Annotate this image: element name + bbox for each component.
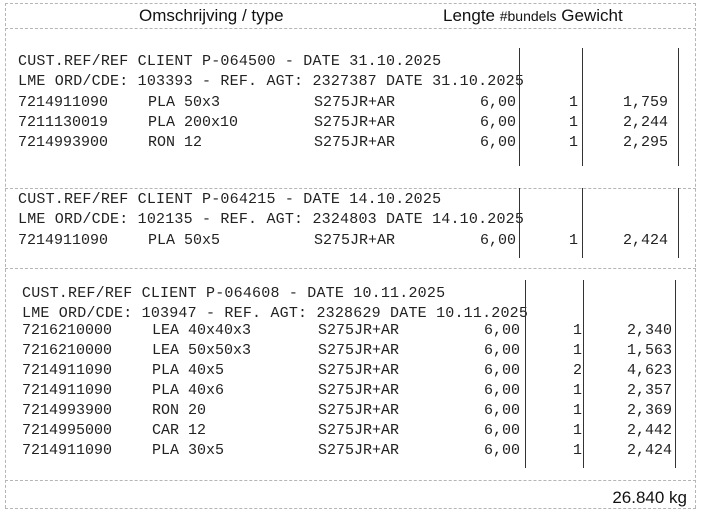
item-grade: S275JR+AR [318, 342, 400, 359]
item-grade: S275JR+AR [314, 94, 396, 111]
item-grade: S275JR+AR [318, 322, 400, 339]
item-code: 7216210000 [22, 322, 113, 339]
item-description: PLA 200x10 [148, 114, 239, 131]
item-bundles: 1 [568, 232, 578, 249]
item-length: 6,00 [483, 342, 520, 359]
item-length: 6,00 [479, 232, 516, 249]
item-description: PLA 50x5 [148, 232, 221, 249]
item-length: 6,00 [483, 422, 520, 439]
item-description: PLA 50x3 [148, 94, 221, 111]
item-length: 6,00 [483, 322, 520, 339]
item-bundles: 1 [572, 422, 582, 439]
item-weight: 2,244 [622, 114, 668, 131]
item-length: 6,00 [479, 114, 516, 131]
item-bundles: 1 [572, 442, 582, 459]
order-ord-line: LME ORD/CDE: 102135 - REF. AGT: 2324803 DATE 14.10.2025 [18, 211, 525, 228]
header-divider [5, 28, 696, 29]
column-rule [675, 280, 676, 468]
item-bundles: 1 [572, 382, 582, 399]
item-bundles: 1 [568, 94, 578, 111]
order-ref-line: CUST.REF/REF CLIENT P-064215 - DATE 14.10.2025 [18, 191, 442, 208]
item-weight: 2,424 [626, 442, 672, 459]
item-length: 6,00 [483, 362, 520, 379]
item-bundles: 1 [568, 114, 578, 131]
item-weight: 1,563 [626, 342, 672, 359]
item-length: 6,00 [483, 442, 520, 459]
item-code: 7214911090 [22, 442, 113, 459]
item-bundles: 2 [572, 362, 582, 379]
item-description: PLA 30x5 [152, 442, 225, 459]
order-ord-line: LME ORD/CDE: 103947 - REF. AGT: 2328629 DATE 10.11.2025 [22, 305, 529, 322]
item-weight: 1,759 [622, 94, 668, 111]
item-length: 6,00 [483, 382, 520, 399]
item-code: 7211130019 [18, 114, 109, 131]
item-grade: S275JR+AR [314, 114, 396, 131]
column-rule [582, 48, 583, 166]
divider-3 [5, 480, 696, 481]
bundles-label: #bundels [499, 8, 557, 24]
item-code: 7214911090 [22, 362, 113, 379]
item-weight: 4,623 [626, 362, 672, 379]
column-rule [582, 188, 583, 258]
item-code: 7214993900 [22, 402, 113, 419]
item-description: PLA 40x6 [152, 382, 225, 399]
frame-top [5, 3, 696, 4]
frame-right [695, 3, 696, 508]
item-weight: 2,295 [622, 134, 668, 151]
column-rule [525, 280, 526, 468]
weight-label: Gewicht [561, 6, 623, 25]
item-weight: 2,340 [626, 322, 672, 339]
item-bundles: 1 [572, 322, 582, 339]
item-grade: S275JR+AR [318, 362, 400, 379]
item-description: RON 12 [148, 134, 203, 151]
item-grade: S275JR+AR [318, 442, 400, 459]
order-ord-line: LME ORD/CDE: 103393 - REF. AGT: 2327387 DATE 31.10.2025 [18, 73, 525, 90]
frame-bottom [5, 508, 696, 509]
item-grade: S275JR+AR [314, 232, 396, 249]
item-grade: S275JR+AR [314, 134, 396, 151]
item-length: 6,00 [483, 402, 520, 419]
item-grade: S275JR+AR [318, 382, 400, 399]
item-weight: 2,424 [622, 232, 668, 249]
item-description: LEA 50x50x3 [152, 342, 252, 359]
item-grade: S275JR+AR [318, 422, 400, 439]
order-ref-line: CUST.REF/REF CLIENT P-064500 - DATE 31.10.2025 [18, 53, 442, 70]
total-weight: 26.840 kg [612, 488, 687, 507]
divider-2 [5, 268, 696, 269]
item-bundles: 1 [572, 342, 582, 359]
item-bundles: 1 [568, 134, 578, 151]
column-rule [583, 280, 584, 468]
column-rule [519, 48, 520, 166]
item-weight: 2,369 [626, 402, 672, 419]
column-rule [519, 188, 520, 258]
column-header-description: Omschrijving / type [139, 6, 284, 25]
item-code: 7214911090 [18, 94, 109, 111]
column-rule [678, 188, 679, 258]
item-description: LEA 40x40x3 [152, 322, 252, 339]
item-description: PLA 40x5 [152, 362, 225, 379]
item-description: CAR 12 [152, 422, 207, 439]
item-code: 7216210000 [22, 342, 113, 359]
item-length: 6,00 [479, 94, 516, 111]
item-code: 7214911090 [18, 232, 109, 249]
divider-1 [5, 188, 696, 189]
length-label: Lengte [443, 6, 495, 25]
column-rule [678, 48, 679, 166]
order-ref-line: CUST.REF/REF CLIENT P-064608 - DATE 10.11.2025 [22, 285, 446, 302]
frame-left [5, 3, 6, 508]
item-weight: 2,442 [626, 422, 672, 439]
item-length: 6,00 [479, 134, 516, 151]
item-code: 7214995000 [22, 422, 113, 439]
item-bundles: 1 [572, 402, 582, 419]
item-grade: S275JR+AR [318, 402, 400, 419]
column-header-length [443, 6, 623, 26]
item-weight: 2,357 [626, 382, 672, 399]
item-description: RON 20 [152, 402, 207, 419]
item-code: 7214911090 [22, 382, 113, 399]
item-code: 7214993900 [18, 134, 109, 151]
